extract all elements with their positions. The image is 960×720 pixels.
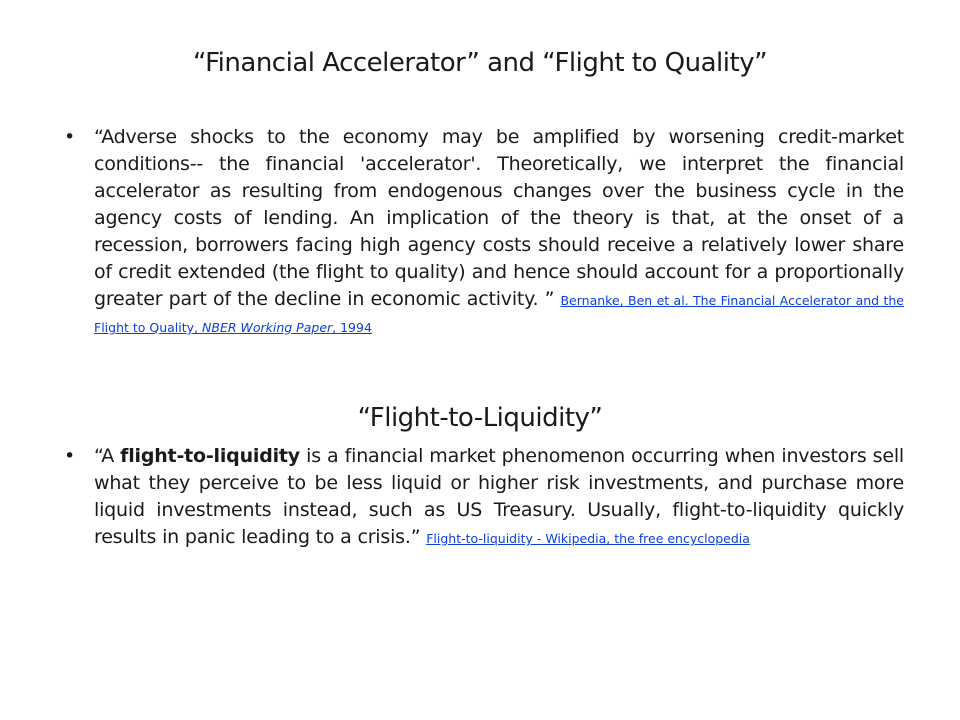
section-title: “Flight-to-Liquidity” <box>357 403 603 433</box>
citation-journal: NBER Working Paper <box>202 320 333 335</box>
wikipedia-citation-link[interactable]: Flight-to-liquidity - Wikipedia, the free encyclopedia <box>426 531 750 546</box>
citation-year: , 1994 <box>332 320 372 335</box>
quote-text-start: “A <box>94 445 121 467</box>
bullet-paragraph-flight-to-liquidity <box>64 443 904 551</box>
quote-text-rest: is a financial market phenomenon occurring when investors sell what they perceive to be less liquid or higher risk investments, and purchase more liquid investments instead, such as US Treasury. Usually, flight-to-liquidity quickly results in panic leading to a crisis.” <box>94 445 904 548</box>
bullet-paragraph-financial-accelerator <box>64 124 904 340</box>
slide-title: “Financial Accelerator” and “Flight to Quality” <box>192 48 768 78</box>
quote-text: “Adverse shocks to the economy may be amplified by worsening credit-market conditions-- the financial 'accelerator'. Theoretically, we interpret the financial accelerator as resulting from endogenous changes over the business cycle in the agency costs of lending. An implication of the theory is that, at the onset of a recession, borrowers facing high agency costs should receive a relatively lower share of credit extended (the flight to quality) and hence should account for a proportionally greater part of the decline in economic activity. ” <box>94 126 904 310</box>
term-bold: flight-to-liquidity <box>120 445 300 467</box>
bullet-marker: • <box>64 126 76 148</box>
citation-main: Bernanke, Ben et al. The Financial Accelerator and the Flight to Quality, <box>94 293 904 335</box>
bullet-marker: • <box>64 445 76 467</box>
